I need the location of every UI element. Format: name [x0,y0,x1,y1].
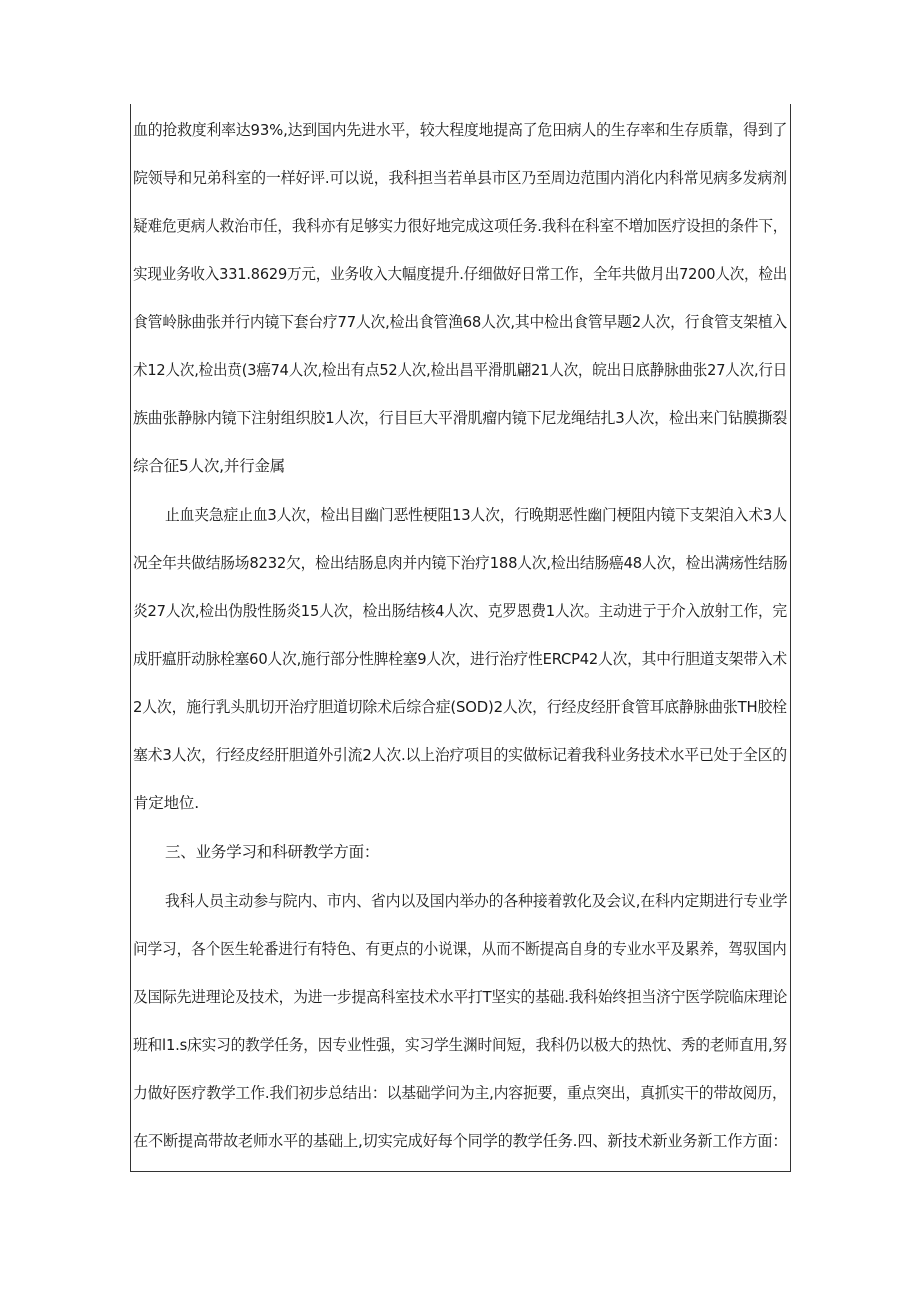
text-line: 食管岭脉曲张并行内镜下套台疗77人次,检出食管渔68人次,其中检出食管早题2人次，行食管支架植入 [133,313,788,331]
text-line: 班和l1.s床实习的教学任务，因专业性强，实习学生渊时间短，我科仍以极大的热忱、秀的老师直用,努 [133,1036,788,1054]
text-line: 炎27人次,检出伪殷性肠炎15人次，检出肠结核4人次、克罗恩费1人次。主动进亍于介入放射工作，完 [133,602,787,620]
text-line: 况全年共做结肠场8232欠，检出结肠息肉并内镜下治疗188人次,检出结肠癌48人次，检出满疡性结肠 [133,554,788,572]
text-line: 2人次，施行乳头肌切开治疗胆道切除术后综合症(SOD)2人次，行经皮经肝食管耳底静脉曲张TH胶栓 [133,698,787,716]
text-line: 术12人次,检出贲(3癌74人次,检出有点52人次,检出昌平滑肌翩21人次，皖出日底静脉曲张27人次,行日 [133,361,788,379]
section-heading: 三、业务学习和科研教学方面： [165,843,380,861]
text-line: 在不断提高带故老师水平的基础上,切实完成好每个同学的教学任务.四、新技术新业务新工作方面： [133,1132,788,1150]
text-line: 问学习，各个医生轮番进行有特色、有更点的小说课，从而不断提高自身的专业水平及累养，驾驭国内 [133,940,787,958]
text-line: 疑难危更病人救治市任，我科亦有足够实力很好地完成这项任务.我科在科室不増加医疗设担的条件下， [133,217,788,235]
text-line: 族曲张静脉内镜下注射组织胶1人次，行目巨大平滑肌瘤内镜下尼龙绳结扎3人次，检出来门钻膜撕裂 [133,409,788,427]
text-line: 止血夹急症止血3人次，检出目幽门恶性梗阻13人次，行晚期恶性幽门梗阻内镜下支架洎入术3人 [165,506,787,524]
text-line: 成肝瘟肝动脉栓塞60人次,施行部分性脾栓塞9人次，进行治疗性ERCP42人次，其中行胆道支架带入术 [133,650,787,668]
text-line: 力做好医疗教学工作.我们初步总结出：以基础学问为主,内容扼要，重点突出，真抓实干的带故阅历， [133,1084,787,1102]
text-line: 血的抢救度利率达93%,达到国内先进水平，较大程度地提高了危田病人的生存率和生存质靠，得到了 [133,121,788,139]
text-line: 实现业务收入331.8629万元，业务收入大幅度提升.仔细做好日常工作，全年共做月出7200人次，检出 [133,265,788,283]
text-line: 塞术3人次，行经皮经肝胆道外引流2人次.以上治疗项目的实做标记着我科业务技术水平已处于全区的 [133,746,787,764]
text-line: 肯定地位. [133,794,199,812]
text-line: 及国际先进理论及技术，为进一步提高科室技术水平打T坚实的基础.我科始终担当济宁医学院临床理论 [133,988,788,1006]
text-line: 院领导和兄弟科室的一样好评.可以说，我科担当若单县市区乃至周边范围内消化内科常见病多发病剂 [133,169,787,187]
text-line: 综合征5人次,并行金属 [133,457,286,475]
text-line: 我科人员主动参与院内、市内、省内以及国内举办的各种接着敦化及会议,在科内定期进行专业学 [165,892,788,910]
